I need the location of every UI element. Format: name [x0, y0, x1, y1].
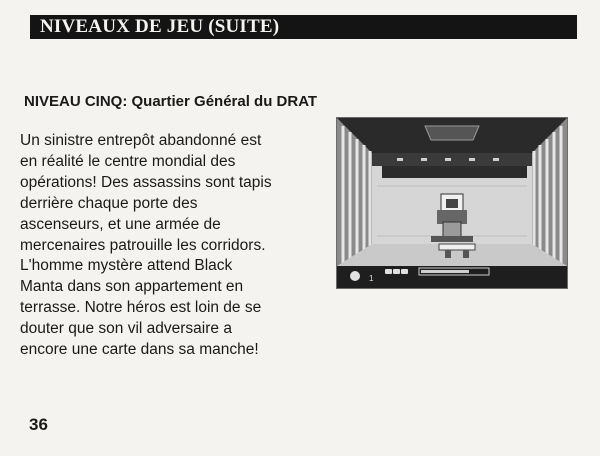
- description-line: encore une carte dans sa manche!: [20, 341, 259, 359]
- section-title: NIVEAUX DE JEU (SUITE): [40, 16, 280, 37]
- lives-icon: [350, 271, 360, 281]
- description-line: ascenseurs, et une armée de: [20, 215, 221, 233]
- lives-count: 1: [369, 274, 374, 283]
- back-wall-band: [372, 153, 532, 166]
- ammo-indicator: [385, 269, 408, 274]
- energy-bar-fill: [421, 270, 469, 273]
- corridor-scene: [337, 118, 567, 288]
- game-screenshot: [336, 117, 568, 289]
- description-line: derrière chaque porte des: [20, 194, 198, 212]
- description-line: opérations! Des assassins sont tapis: [20, 173, 272, 191]
- section-banner: [30, 15, 577, 39]
- description-line: L'homme mystère attend Black: [20, 257, 233, 275]
- description-line: Un sinistre entrepôt abandonné est: [20, 132, 262, 149]
- description-line: terrasse. Notre héros est loin de se: [20, 299, 262, 317]
- back-wall-dark-strip: [382, 166, 527, 178]
- description-line: mercenaires patrouille les corridors.: [20, 236, 266, 254]
- page-number: 36: [29, 415, 48, 434]
- level-heading: NIVEAU CINQ: Quartier Général du DRAT: [24, 93, 318, 110]
- description-line: en réalité le centre mondial des: [20, 152, 236, 170]
- description-line: douter que son vil adversaire a: [20, 320, 232, 338]
- level-description: [20, 131, 320, 361]
- description-line: Manta dans son appartement en: [20, 278, 244, 296]
- ceiling-light: [425, 126, 479, 140]
